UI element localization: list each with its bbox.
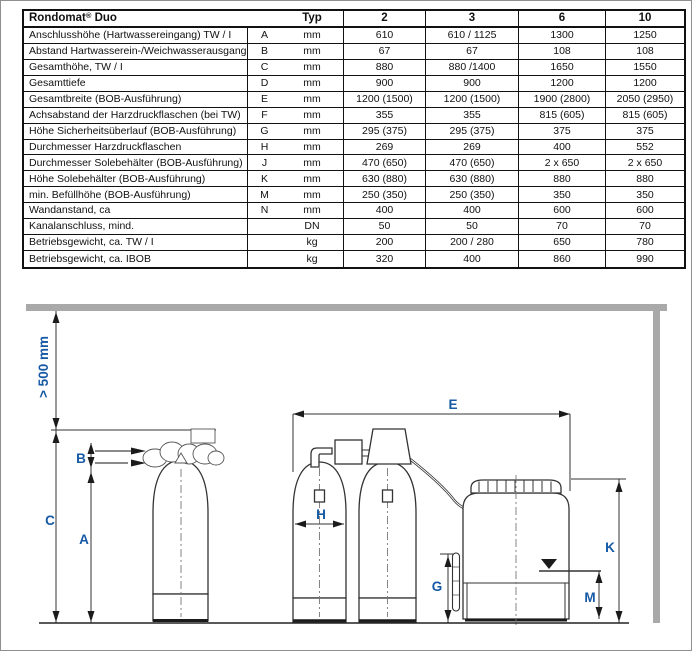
registered-mark: ® — [85, 11, 92, 20]
cell-value: 250 (350) — [426, 187, 519, 203]
cell-value: 880 — [519, 171, 606, 187]
row-label: Wandanstand, ca — [24, 203, 248, 219]
dimension-a-b — [76, 443, 94, 623]
row-letter: E — [248, 92, 281, 108]
dimension-m — [584, 571, 602, 619]
cell-value: 375 — [519, 124, 606, 140]
brine-tank — [463, 475, 569, 625]
row-unit: mm — [281, 155, 344, 171]
row-unit: DN — [281, 219, 344, 235]
cell-value: 200 / 280 — [426, 235, 519, 251]
cell-value: 269 — [426, 140, 519, 156]
cell-value: 600 — [519, 203, 606, 219]
row-letter: M — [248, 187, 281, 203]
cell-value: 70 — [519, 219, 606, 235]
row-letter: H — [248, 140, 281, 156]
row-unit: mm — [281, 28, 344, 44]
cell-value: 600 — [606, 203, 684, 219]
cell-value: 1200 — [606, 76, 684, 92]
row-unit: mm — [281, 92, 344, 108]
row-label: Gesamthöhe, TW / I — [24, 60, 248, 76]
row-label: Höhe Sicherheitsüberlauf (BOB-Ausführung) — [24, 124, 248, 140]
cell-value: 880 /1400 — [426, 60, 519, 76]
cell-value: 355 — [426, 108, 519, 124]
cell-value: 630 (880) — [344, 171, 426, 187]
cell-value: 1900 (2800) — [519, 92, 606, 108]
row-unit: kg — [281, 235, 344, 251]
cell-value: 630 (880) — [426, 171, 519, 187]
row-unit: mm — [281, 171, 344, 187]
row-unit: mm — [281, 60, 344, 76]
row-label: Höhe Solebehälter (BOB-Ausführung) — [24, 171, 248, 187]
row-letter: N — [248, 203, 281, 219]
label-c: C — [45, 513, 55, 528]
row-unit: mm — [281, 44, 344, 60]
salt-funnel — [367, 429, 411, 464]
row-label: Anschlusshöhe (Hartwassereingang) TW / I — [24, 28, 248, 44]
cell-value: 250 (350) — [344, 187, 426, 203]
cell-value: 320 — [344, 251, 426, 267]
row-label: Betriebsgewicht, ca. IBOB — [24, 251, 248, 267]
dimension-c — [45, 430, 59, 623]
clearance-dimension — [36, 311, 216, 430]
row-letter: G — [248, 124, 281, 140]
cell-value: 1200 (1500) — [344, 92, 426, 108]
row-unit: mm — [281, 124, 344, 140]
cell-value: 815 (605) — [606, 108, 684, 124]
row-label: Betriebsgewicht, ca. TW / I — [24, 235, 248, 251]
label-g: G — [431, 579, 443, 594]
cell-value: 610 — [344, 28, 426, 44]
label-h: H — [316, 507, 326, 522]
row-label: min. Befüllhöhe (BOB-Ausführung) — [24, 187, 248, 203]
label-e: E — [448, 397, 458, 412]
cell-value: 860 — [519, 251, 606, 267]
installation-diagram — [1, 1, 692, 651]
column-header-size-6: 6 — [519, 11, 606, 28]
cell-value: 50 — [426, 219, 519, 235]
cell-value: 880 — [606, 171, 684, 187]
cell-value: 70 — [606, 219, 684, 235]
row-letter: J — [248, 155, 281, 171]
resin-tank-2 — [359, 462, 416, 622]
cell-value: 880 — [344, 60, 426, 76]
resin-tank-1 — [293, 462, 346, 622]
cell-value: 2050 (2950) — [606, 92, 684, 108]
label-a: A — [79, 532, 89, 547]
row-letter: K — [248, 171, 281, 187]
cell-value: 295 (375) — [426, 124, 519, 140]
row-letter: D — [248, 76, 281, 92]
cell-value: 350 — [519, 187, 606, 203]
cell-value: 400 — [344, 203, 426, 219]
row-unit: mm — [281, 76, 344, 92]
cell-value: 350 — [606, 187, 684, 203]
cell-value: 67 — [426, 44, 519, 60]
cell-value: 295 (375) — [344, 124, 426, 140]
row-letter: C — [248, 60, 281, 76]
table-title-main: Rondomat — [29, 11, 86, 24]
dimension-g — [432, 554, 454, 623]
cell-value: 355 — [344, 108, 426, 124]
water-inlet-outlet-arrows — [95, 448, 146, 467]
cell-value: 400 — [519, 140, 606, 156]
cell-value: 1300 — [519, 28, 606, 44]
cell-value: 610 / 1125 — [426, 28, 519, 44]
row-label: Durchmesser Solebehälter (BOB-Ausführung) — [24, 155, 248, 171]
cell-value: 400 — [426, 203, 519, 219]
row-label: Kanalanschluss, mind. — [24, 219, 248, 235]
row-letter: B — [248, 44, 281, 60]
row-unit: mm — [281, 203, 344, 219]
row-unit: mm — [281, 140, 344, 156]
label-b: B — [76, 451, 86, 466]
cell-value: 50 — [344, 219, 426, 235]
cell-value: 400 — [426, 251, 519, 267]
cell-value: 990 — [636, 252, 654, 265]
column-header-typ: Typ — [281, 11, 344, 28]
cell-value: 2 x 650 — [519, 155, 606, 171]
table-title-rest: Duo — [94, 11, 117, 24]
cell-value: 1250 — [606, 28, 684, 44]
cell-value: 200 — [344, 235, 426, 251]
row-label: Achsabstand der Harzdruckflaschen (bei TW) — [24, 108, 248, 124]
cell-value: 1200 — [519, 76, 606, 92]
cell-value: 108 — [519, 44, 606, 60]
row-letter: A — [248, 28, 281, 44]
cell-value: 1550 — [606, 60, 684, 76]
row-unit: mm — [281, 187, 344, 203]
column-header-size-10: 10 — [606, 11, 684, 28]
cell-value: 552 — [606, 140, 684, 156]
cell-value: 900 — [344, 76, 426, 92]
row-letter: F — [248, 108, 281, 124]
softener-tank — [153, 461, 208, 622]
cell-value: 1200 (1500) — [426, 92, 519, 108]
cell-value: 900 — [426, 76, 519, 92]
row-unit: mm — [281, 108, 344, 124]
cell-value: 780 — [606, 235, 684, 251]
row-label: Abstand Hartwasserein-/Weichwasserausgang — [24, 44, 248, 60]
row-label: Gesamtbreite (BOB-Ausführung) — [24, 92, 248, 108]
ceiling-bar — [26, 304, 667, 311]
brine-hose — [410, 459, 467, 510]
cell-value: 650 — [519, 235, 606, 251]
cell-value: 815 (605) — [519, 108, 606, 124]
cell-value: 67 — [344, 44, 426, 60]
row-label: Durchmesser Harzdruckflaschen — [24, 140, 248, 156]
row-unit: kg — [281, 251, 344, 267]
cell-value: 2 x 650 — [606, 155, 684, 171]
clearance-label: > 500 mm — [36, 336, 51, 398]
label-m: M — [584, 590, 596, 605]
column-header-size-3: 3 — [426, 11, 519, 28]
label-k: K — [605, 540, 615, 555]
cell-value: 470 (650) — [426, 155, 519, 171]
cell-value: 470 (650) — [344, 155, 426, 171]
cell-value: 269 — [344, 140, 426, 156]
column-header-size-2: 2 — [344, 11, 426, 28]
overflow-pipe — [453, 553, 460, 611]
cell-value: 375 — [606, 124, 684, 140]
cell-value: 108 — [606, 44, 684, 60]
cell-value: 1650 — [519, 60, 606, 76]
wall-bar — [653, 304, 660, 623]
row-label: Gesamttiefe — [24, 76, 248, 92]
control-valve — [143, 429, 224, 467]
